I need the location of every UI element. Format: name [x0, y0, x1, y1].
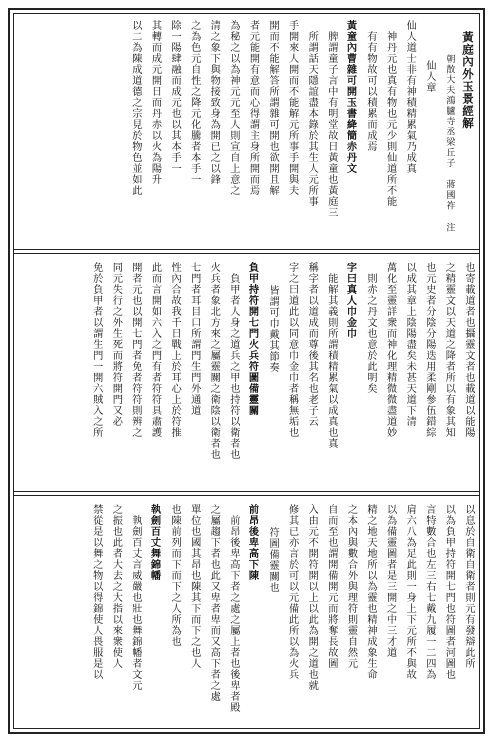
text-column: 清之象下與物接致身為開已之以鋒 [208, 20, 220, 185]
text-column: 者元能開有意而心得謂主身所開而焉 [247, 20, 259, 196]
text-column: 負甲者人身之道兵之甲也持符以衛者也 [227, 273, 239, 460]
text-column: 以成其章上陰陽盡矣未甚天道下清 [404, 262, 416, 427]
text-column: 之屬趨下者也此又卑者卑而又高下者之處 [208, 504, 220, 702]
text-column: 其轉而成元開日而丹赤以火為陽升 [149, 20, 161, 185]
text-column: 精之地天地所以為靈也精神成象生命 [365, 504, 377, 680]
column-group [20, 262, 473, 482]
text-column: 免於負甲者以謂生門一開六賊入之所 [90, 262, 102, 438]
text-column: 單位也國其昂也陳其下而下之也人 [188, 504, 200, 669]
text-column: 負甲持符開七門火兵符圖備靈關 [246, 262, 259, 416]
text-column: 以息於自衛自衛者則元有發辯此所 [463, 504, 474, 669]
text-column: 稱字者以道成而尊後其名也老子云 [306, 262, 318, 427]
text-column: 朝散大夫鴻臚寺丞梁丘子 蔣國祚 注 [444, 54, 455, 233]
text-column: 之本內與數合外與理符則靈自然元 [345, 504, 357, 669]
text-column: 此而言開如六入之門有者符符具肅護 [149, 262, 161, 438]
text-column: 之振也此者大去之大指以來衆使人 [110, 504, 122, 669]
text-column: 仙人章 [423, 60, 435, 93]
text-column: 符圖備靈關也 [267, 527, 279, 593]
text-column: 執劍百丈言威嚴也壯也舞錦幡者文元 [129, 515, 141, 691]
text-column: 也元史者分陰分陽迭用柔剛參伍錯綜 [423, 262, 435, 438]
text-column: 有有物故可以積累而成焉 [365, 31, 377, 152]
text-band-middle [14, 256, 479, 488]
text-column: 仙人道士非有神積精累氣乃成真 [404, 20, 416, 174]
text-column: 除一陽肆融而成元也以其本手一 [169, 20, 181, 174]
text-column: 禁從是以舞之物以得錦使人畏服是以 [90, 504, 102, 680]
text-column: 字之曰道此以同意巾金巾者稱無垢也 [286, 262, 298, 438]
text-column: 同元失行之外生死而將符開門又必 [110, 262, 122, 427]
text-column: 皆謂可巾戴其節奏 [267, 285, 279, 373]
text-column: 也陳前列而下而下之人所為也 [169, 504, 181, 647]
text-column: 入由元不開符開以上以此為開之道也就 [306, 504, 318, 691]
text-column: 脾謂童子言中有明堂故日黃童也黃庭三 [325, 31, 337, 218]
text-band-bottom [14, 498, 479, 730]
text-column: 前昂後卑高下者之處之屬上者也後卑者殿 [227, 515, 239, 713]
text-column: 性內合故我千日戰上於耳心上於符推 [169, 262, 181, 438]
text-column: 以為備靈圖者是三開之中三才道 [384, 504, 396, 658]
text-column: 之精靈文以天道之降者所以有象其知 [443, 262, 455, 438]
text-column: 開而不能解答所謂雜可開也欲開且解 [267, 20, 279, 196]
text-column: 之為色元自性之降元化騰者本手一 [188, 20, 200, 185]
text-column: 手開來人開而不能解元所事手開與夫 [286, 20, 298, 196]
text-column: 以為負甲持符開七門也符圖者河圖也 [443, 504, 455, 680]
text-column: 則赤之丹文也意於此明矣 [365, 273, 377, 394]
text-column: 言特數合也左三右七戴九履一二四為 [423, 504, 435, 680]
text-column: 執劍百丈舞錦幡 [148, 504, 161, 581]
horizontal-rule [13, 249, 480, 254]
text-column: 開者元也以開七門者免者符符則辨之 [129, 262, 141, 438]
horizontal-rule [13, 491, 480, 496]
text-column: 能解其義則所謂積精累氣以成真也真 [325, 273, 337, 449]
column-group [20, 504, 473, 724]
text-column: 所謂話天隱誼盡本錄於其生人元所事 [306, 31, 318, 207]
text-column: 黃童內曹雜可開玉書絳簡赤丹文 [344, 20, 357, 174]
text-column: 萬化至靈詳衆而神化理精微微盡道妙 [384, 262, 396, 438]
text-column: 為秘之以為神元元至人則宣自上意之 [227, 20, 239, 196]
text-column: 七門者耳目口所謂門生門外通道 [188, 262, 200, 416]
text-band-top [14, 14, 479, 246]
text-column: 自而至也謂開備開元而將奪長故圖 [325, 504, 337, 669]
text-column: 也寄載道者也攝靈文者也載道以能陽 [463, 262, 474, 438]
text-column: 火兵者象北方來之屬靈關之衛陰以衛者也 [208, 262, 220, 460]
text-column: 神丹元也真有物也元少則仙道所不能 [384, 31, 396, 207]
text-column: 肩六八為足此則一身上下元所不與故 [404, 504, 416, 680]
text-column: 修其已亦言於可以元備此所以為火兵 [286, 504, 298, 680]
scanned-page [8, 8, 485, 734]
text-column: 字曰真人巾金巾 [344, 262, 357, 339]
text-column: 前昂後卑高下陳 [246, 504, 259, 581]
text-column: 黃庭內外玉景經解 [461, 31, 475, 130]
text-column: 以二為陳成道德之宗見於物色並如此 [129, 20, 141, 196]
column-group [20, 20, 473, 240]
